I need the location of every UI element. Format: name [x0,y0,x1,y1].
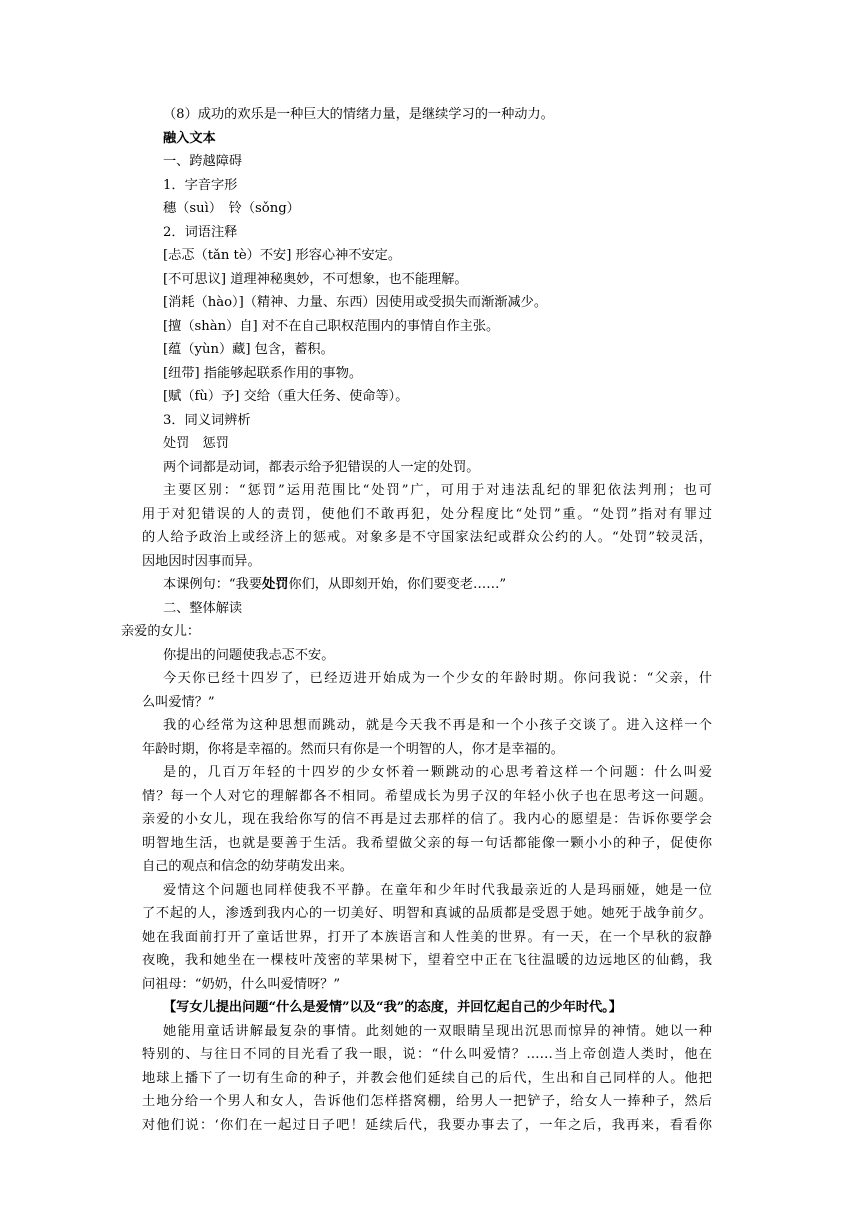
text-line: 亲爱的女儿： [121,624,201,639]
text-line: 3．同义词辨析 [163,412,251,428]
document-body [121,103,712,1137]
text-line: （8）成功的欢乐是一种巨大的情绪力量，是继续学习的一种动力。 [163,107,554,122]
text-line: 夜晚，我和她坐在一棵枝叶茂密的苹果树下，望着空中正在飞往温暖的边远地区的仙鹤，我 [142,953,712,968]
text-line: 她能用童话讲解最复杂的事情。此刻她的一双眼睛呈现出沉思而惊异的神情。她以一种 [163,1023,712,1039]
text-line: [纽带] 指能够起联系作用的事物。 [163,365,363,381]
text-line: 爱情这个问题也同样使我不平静。在童年和少年时代我最亲近的人是玛丽娅，她是一位 [163,882,712,898]
text-line: 用于对犯错误的人的责罚，使他们不敢再犯，处分程度比“处罚”重。“处罚”指对有罪过 [142,506,712,522]
text-line: [不可思议] 道理神秘奥妙，不可想象，也不能理解。 [163,271,468,287]
text-line: 土地分给一个男人和女人，告诉他们怎样搭窝棚，给男人一把铲子，给女人一捧种子，然后 [142,1094,712,1109]
text-line: 年龄时期，你将是幸福的。然而只有你是一个明智的人，你才是幸福的。 [142,741,564,757]
text-line: [赋（fù）予] 交给（重大任务、使命等）。 [163,389,409,404]
text-line: 【写女儿提出问题“什么是爱情”以及“我”的态度，并回忆起自己的少年时代。】 [163,1000,622,1015]
text-line: 情？每一个人对它的理解都各不相同。希望成长为男子汉的年轻小伙子也在思考这一问题。 [142,788,712,804]
text-line: 特别的、与往日不同的目光看了我一眼，说：“什么叫爱情？……当上帝创造人类时，他在 [142,1047,712,1062]
text-line: 今天你已经十四岁了，已经迈进开始成为一个少女的年龄时期。你问我说：“父亲，什 [163,671,712,686]
text-line: 穗（suì） 铃（sǒng） [163,201,300,216]
text-line: 我的心经常为这种思想而跳动，就是今天我不再是和一个小孩子交谈了。进入这样一个 [163,718,712,733]
text-line: 了不起的人，渗透到我内心的一切美好、明智和真诚的品质都是受恩于她。她死于战争前夕。 [142,906,712,921]
text-line: 自己的观点和信念的幼芽萌发出来。 [142,859,353,874]
text-line: 的人给予政治上或经济上的惩戒。对象多是不守国家法纪或群众公约的人。“处罚”较灵活， [142,530,712,545]
text-line: 融入文本 [163,130,216,146]
text-line: 是的，几百万年轻的十四岁的少女怀着一颗跳动的心思考着这样一个问题：什么叫爱 [163,765,712,780]
text-line: 对他们说：‘你们在一起过日子吧！延续后代，我要办事去了，一年之后，我再来，看看你 [142,1117,712,1133]
text-line: [擅（shàn）自] 对不在自己职权范围内的事情自作主张。 [163,318,500,334]
text-line: 亲爱的小女儿，现在我给你写的信不再是过去那样的信了。我内心的愿望是：告诉你要学会 [142,812,712,827]
text-line: 处罚 惩罚 [163,436,229,451]
text-line: 主要区别：“惩罚”运用范围比“处罚”广，可用于对违法乱纪的罪犯依法判刑；也可 [163,483,712,498]
text-line: 两个词都是动词，都表示给予犯错误的人一定的处罚。 [163,459,480,475]
text-line: 二、整体解读 [163,600,243,616]
text-line: 明智地生活，也就是要善于生活。我希望做父亲的每一句话都能像一颗小小的种子，促使你 [142,835,712,851]
text-line: 你提出的问题使我忐忑不安。 [163,647,335,663]
text-line: 本课例句：“我要处罚你们，从即刻开始，你们要变老……” [163,577,507,592]
text-line: 她在我面前打开了童话世界，打开了本族语言和人性美的世界。有一天，在一个早秋的寂静 [142,929,712,945]
text-line: [忐忑（tǎn tè）不安] 形容心神不安定。 [163,248,402,263]
text-line: 么叫爱情？” [142,694,215,710]
text-line: [蕴（yùn）藏] 包含，蓄积。 [163,342,334,357]
text-line: 因地因时因事而异。 [142,553,261,569]
text-line: [消耗（hào）]（精神、力量、东西）因使用或受损失而渐渐减少。 [163,295,548,310]
example-keyword: 处罚 [262,577,289,592]
text-line: 2．词语注释 [163,224,238,240]
text-line: 一、跨越障碍 [163,154,243,169]
text-line: 问祖母：“奶奶，什么叫爱情呀？” [142,976,341,992]
text-line: 1．字音字形 [163,177,238,193]
text-line: 地球上播下了一切有生命的种子，并教会他们延续自己的后代，生出和自己同样的人。他把 [142,1070,712,1086]
